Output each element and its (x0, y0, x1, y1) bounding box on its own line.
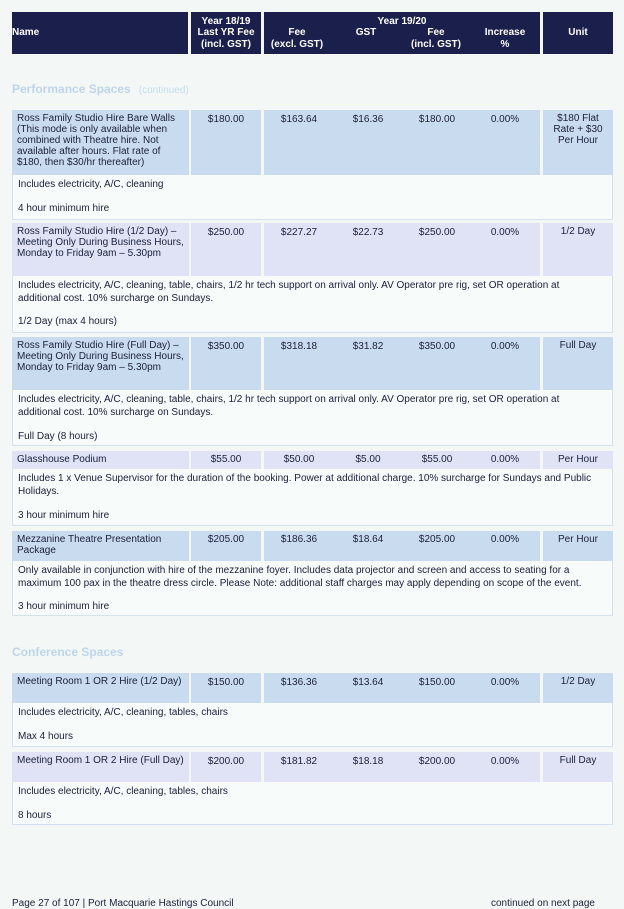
row-fee-excl: $227.27 (280, 227, 318, 238)
row-fee-incl: $200.00 (418, 756, 456, 767)
row-increase: 0.00% (490, 227, 520, 238)
row-increase: 0.00% (490, 114, 520, 125)
header-year1920: Year 19/20 (377, 16, 427, 27)
row-last-fee: $205.00 (207, 534, 245, 545)
header-last-yr-fee-gst: (incl. GST) (201, 39, 251, 50)
row-last-fee: $350.00 (207, 341, 245, 352)
row-increase: 0.00% (490, 756, 520, 767)
header-year1819-col (191, 12, 261, 54)
row-name: Meeting Room 1 OR 2 Hire (Full Day) (17, 755, 184, 766)
table-row (12, 673, 189, 703)
header-fee-excl-gst: (excl. GST) (270, 39, 324, 50)
row-description-box (12, 782, 613, 825)
header-name: Name (12, 27, 40, 38)
row-gst: $22.73 (352, 227, 384, 238)
row-minimum: 4 hour minimum hire (18, 203, 110, 214)
header-unit-col (543, 12, 613, 54)
row-name: Ross Family Studio Hire Bare Walls (This mode is only available when combined with Theatre hire. Not available after hours. Flat rate of $180, then $30/hr thereafter) (17, 113, 176, 168)
header-increase-pct: % (500, 39, 510, 50)
row-unit-cell (543, 531, 613, 561)
header-increase: Increase (484, 27, 526, 38)
row-last-fee: $150.00 (207, 677, 245, 688)
header-year1920-col (264, 12, 540, 54)
row-description: Includes electricity, A/C, cleaning, table, chairs, 1/2 hr tech support on arrival only. AV Operator pre rig, set OR operation at additional cost. 10% surcharge on Sundays. (18, 280, 560, 304)
row-name: Ross Family Studio Hire (1/2 Day) – Meeting Only During Business Hours, Monday to Friday 9am – 5.30pm (17, 226, 184, 259)
header-gst: GST (355, 27, 377, 38)
row-minimum: Max 4 hours (18, 731, 74, 742)
row-fee-excl: $136.36 (280, 677, 318, 688)
row-fee-incl: $55.00 (421, 454, 453, 465)
row-description-box (12, 175, 613, 220)
row-fee-incl: $205.00 (418, 534, 456, 545)
row-unit: $180 Flat Rate + $30 Per Hour (553, 113, 603, 146)
row-gst: $18.18 (352, 756, 384, 767)
row-unit: 1/2 Day (560, 226, 596, 237)
row-unit: 1/2 Day (560, 676, 596, 687)
row-last-fee: $180.00 (207, 114, 245, 125)
row-fee-incl: $250.00 (418, 227, 456, 238)
row-increase: 0.00% (490, 454, 520, 465)
row-unit: Full Day (559, 340, 597, 351)
table-row (12, 110, 189, 175)
row-fee-incl: $350.00 (418, 341, 456, 352)
row-minimum: 8 hours (18, 810, 52, 821)
row-minimum: 3 hour minimum hire (18, 510, 110, 521)
row-description-box (12, 469, 613, 526)
section-title-conference: Conference Spaces (12, 645, 124, 659)
row-description: Includes electricity, A/C, cleaning (18, 179, 164, 190)
row-unit-cell (543, 337, 613, 390)
row-description-box (12, 390, 613, 446)
row-fee-incl: $150.00 (418, 677, 456, 688)
row-increase: 0.00% (490, 341, 520, 352)
row-gst: $16.36 (352, 114, 384, 125)
row-name: Ross Family Studio Hire (Full Day) – Meeting Only During Business Hours, Monday to Friday 9am – 5.30pm (17, 340, 184, 373)
row-description-box (12, 703, 613, 747)
row-unit-cell (543, 451, 613, 469)
row-fee-excl: $50.00 (283, 454, 315, 465)
row-description-box (12, 561, 613, 616)
row-gst: $13.64 (352, 677, 384, 688)
row-name: Mezzanine Theatre Presentation Package (17, 534, 162, 556)
row-last-fee: $250.00 (207, 227, 245, 238)
header-last-yr-fee: Last YR Fee (197, 27, 255, 38)
header-fee-incl-gst: (incl. GST) (411, 39, 461, 50)
header-name-col (12, 12, 188, 54)
row-fee-excl: $181.82 (280, 756, 318, 767)
row-increase: 0.00% (490, 677, 520, 688)
header-unit: Unit (568, 27, 588, 38)
row-gst: $5.00 (355, 454, 381, 465)
row-description: Includes electricity, A/C, cleaning, tables, chairs (18, 786, 228, 797)
section-continued-note: (continued) (138, 85, 189, 96)
row-fee-excl: $163.64 (280, 114, 318, 125)
row-increase: 0.00% (490, 534, 520, 545)
row-gst: $18.64 (352, 534, 384, 545)
header-fee-incl: Fee (427, 27, 445, 38)
table-row (12, 752, 189, 782)
row-unit: Per Hour (557, 534, 598, 545)
row-gst: $31.82 (352, 341, 384, 352)
header-fee-excl: Fee (288, 27, 306, 38)
table-row (12, 223, 189, 276)
footer-continued: continued on next page (491, 898, 595, 909)
row-minimum: 3 hour minimum hire (18, 601, 110, 612)
section-title-performance: Performance Spaces (continued) (12, 82, 189, 96)
row-description-box (12, 276, 613, 333)
table-row (12, 451, 189, 469)
row-unit: Per Hour (557, 454, 598, 465)
row-unit-cell (543, 110, 613, 175)
row-minimum: 1/2 Day (max 4 hours) (18, 316, 117, 327)
row-last-fee: $55.00 (210, 454, 242, 465)
row-name: Meeting Room 1 OR 2 Hire (1/2 Day) (17, 676, 182, 687)
row-fee-incl: $180.00 (418, 114, 456, 125)
row-description: Includes electricity, A/C, cleaning, table, chairs, 1/2 hr tech support on arrival only. AV Operator pre rig, set OR operation at additional cost. 10% surcharge on Sundays. (18, 394, 560, 418)
row-unit-cell (543, 223, 613, 276)
row-minimum: Full Day (8 hours) (18, 431, 98, 442)
footer-page-info: Page 27 of 107 | Port Macquarie Hastings Council (12, 898, 234, 909)
header-year1819: Year 18/19 (201, 16, 251, 27)
row-description: Includes 1 x Venue Supervisor for the duration of the booking. Power at additional charge. 10% surcharge for Sundays and Public Holidays. (18, 473, 592, 497)
row-unit: Full Day (559, 755, 597, 766)
row-description: Only available in conjunction with hire of the mezzanine foyer. Includes data projector and screen and access to seating for a maximum 100 pax in the theatre dress circle. Please Note: additional staff charges may apply depending on scope of the event. (18, 565, 582, 589)
row-unit-cell (543, 752, 613, 782)
row-fee-excl: $318.18 (280, 341, 318, 352)
row-description: Includes electricity, A/C, cleaning, tables, chairs (18, 707, 228, 718)
table-row (12, 337, 189, 390)
row-unit-cell (543, 673, 613, 703)
row-name: Glasshouse Podium (17, 454, 107, 465)
table-row (12, 531, 189, 561)
row-last-fee: $200.00 (207, 756, 245, 767)
row-fee-excl: $186.36 (280, 534, 318, 545)
